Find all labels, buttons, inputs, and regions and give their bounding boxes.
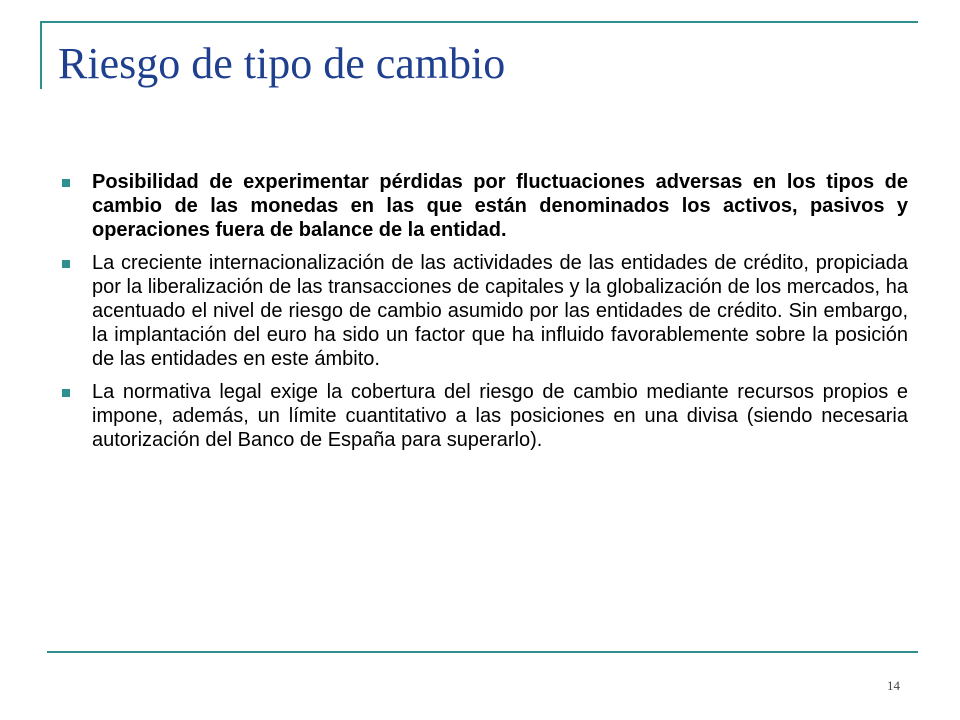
page-number: 14 — [887, 678, 900, 693]
square-bullet-icon — [62, 260, 70, 268]
bullet-item-regulation — [62, 380, 908, 452]
top-accent-line — [40, 21, 918, 23]
bullet-item-definition — [62, 170, 908, 242]
bottom-accent-line — [47, 651, 918, 653]
bullet-text: La normativa legal exige la cobertura del riesgo de cambio mediante recursos propios e impone, además, un límite cuantitativo a las posiciones en una divisa (siendo necesaria autorización del Banco de España para superarlo). — [92, 381, 908, 451]
bullet-text: Posibilidad de experimentar pérdidas por fluctuaciones adversas en los tipos de cambio de las monedas en las que están denominados los activos, pasivos y operaciones fuera de balance de la entidad. — [92, 171, 908, 241]
bullet-text: La creciente internacionalización de las actividades de las entidades de crédito, propiciada por la liberalización de las transacciones de capitales y la globalización de los mercados, ha acentuado el nivel de riesgo de cambio asumido por las entidades de crédito. Sin embargo, la implantación del euro ha sido un factor que ha influido favorablemente sobre la posición de las entidades en este ámbito. — [92, 252, 908, 370]
slide-title: Riesgo de tipo de cambio — [58, 39, 506, 88]
bullet-item-internationalization — [62, 251, 908, 371]
square-bullet-icon — [62, 389, 70, 397]
left-accent-line — [40, 21, 42, 89]
bullet-list — [62, 170, 908, 461]
square-bullet-icon — [62, 179, 70, 187]
